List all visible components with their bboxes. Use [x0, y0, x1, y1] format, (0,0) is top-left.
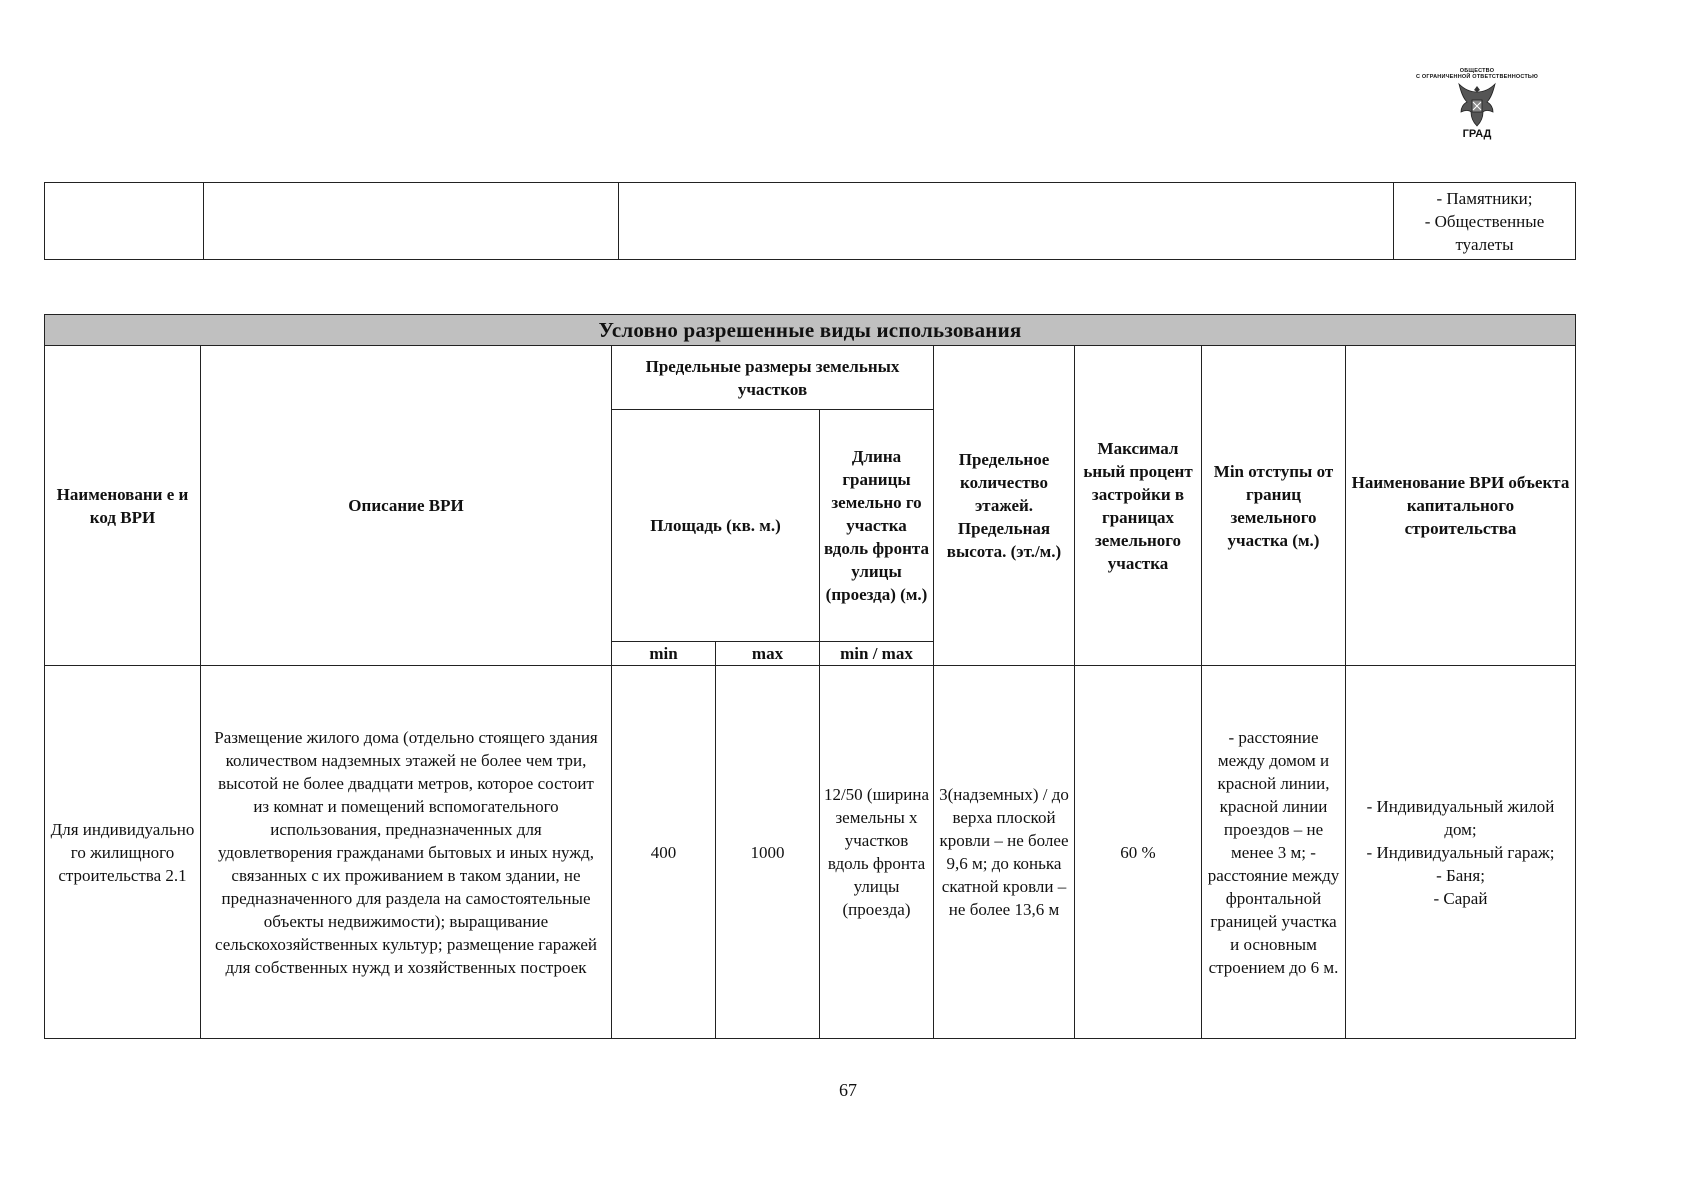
header-row-1 — [45, 346, 1576, 410]
cell-capital-object: - Индивидуальный жилой дом; - Индивидуальный гараж; - Баня; - Сарай — [1346, 666, 1576, 1039]
section-title: Условно разрешенные виды использования — [45, 315, 1576, 346]
header-name-code: Наименовани е и код ВРИ — [45, 346, 201, 666]
logo-org-line-1: ОБЩЕСТВО — [1459, 68, 1495, 74]
cell-floors: 3(надземных) / до верха плоской кровли – не более 9,6 м; до конька скатной кровли – не более 13,6 м — [934, 666, 1075, 1039]
header-capital-object: Наименование ВРИ объекта капитального строительства — [1346, 346, 1576, 666]
header-min-setbacks: Min отступы от границ земельного участка (м.) — [1202, 346, 1346, 666]
table-row — [45, 666, 1576, 1039]
conditional-use-table — [44, 314, 1576, 1039]
cell-name-code: Для индивидуально го жилищного строительства 2.1 — [45, 666, 201, 1039]
cell-boundary: 12/50 (ширина земельны х участков вдоль фронта улицы (проезда) — [820, 666, 934, 1039]
continuation-table — [44, 182, 1576, 260]
capital-object-cell: - Памятники; - Общественные туалеты — [1394, 183, 1576, 260]
header-area-min: min — [612, 642, 716, 666]
header-plot-limits: Предельные размеры земельных участков — [612, 346, 934, 410]
cell-description: Размещение жилого дома (отдельно стоящего здания количеством надземных этажей не более чем три, высотой не более двадцати метров, которое состоит из комнат и помещений вспомогательного использования, предназначенных для удовлетворения гражданами бытовых и иных нужд, связанных с их проживанием в таком здании, не предназначенного для раздела на самостоятельные объекты недвижимости); выращивание сельскохозяйственных культур; размещение гаражей для собственных нужд и хозяйственных построек — [201, 666, 612, 1039]
double-headed-eagle-emblem-icon — [1457, 82, 1497, 128]
page-number: 67 — [839, 1080, 857, 1100]
cell-area-min: 400 — [612, 666, 716, 1039]
header-max-percent: Максимал ьный процент застройки в границах земельного участка — [1075, 346, 1202, 666]
header-boundary-length: Длина границы земельно го участка вдоль фронта улицы (проезда) (м.) — [820, 410, 934, 642]
table-cell — [45, 183, 204, 260]
header-area-max: max — [716, 642, 820, 666]
table-cell — [619, 183, 1394, 260]
logo-org-line-2: С ОГРАНИЧЕННОЙ ОТВЕТСТВЕННОСТЬЮ — [1416, 74, 1538, 80]
header-area: Площадь (кв. м.) — [612, 410, 820, 642]
section-title-row — [45, 315, 1576, 346]
header-description: Описание ВРИ — [201, 346, 612, 666]
header-floors: Предельное количество этажей. Предельная высота. (эт./м.) — [934, 346, 1075, 666]
cell-max-percent: 60 % — [1075, 666, 1202, 1039]
logo-company-name: ГРАД — [1462, 128, 1492, 140]
table-row — [45, 183, 1576, 260]
cell-min-setbacks: - расстояние между домом и красной линии, красной линии проездов – не менее 3 м; - расстояние между фронтальной границей участка и основным строением до 6 м. — [1202, 666, 1346, 1039]
company-logo — [1392, 68, 1562, 158]
cell-area-max: 1000 — [716, 666, 820, 1039]
header-boundary-min-max: min / max — [820, 642, 934, 666]
table-cell — [204, 183, 619, 260]
